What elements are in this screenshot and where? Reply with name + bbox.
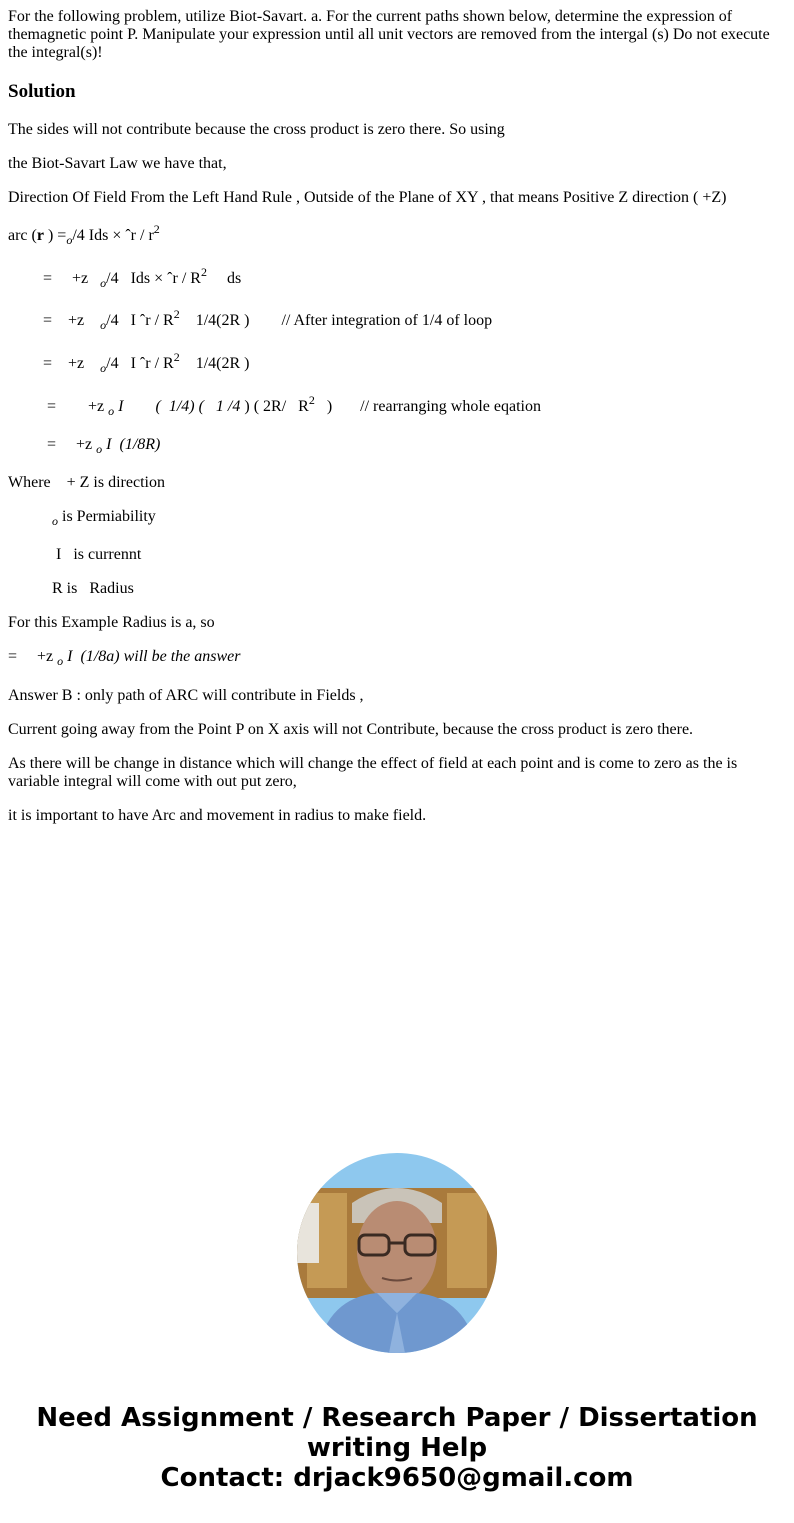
eq-text: /4 I ˆr / R (106, 355, 174, 372)
equation-arc (8, 221, 160, 248)
solution-heading: Solution (8, 81, 76, 102)
eq-text: = +z (43, 270, 101, 287)
eq-subscript: o (100, 318, 107, 333)
intro-line-2: the Biot-Savart Law we have that, (8, 155, 227, 172)
change-distance-paragraph: As there will be change in distance which will change the effect of field at each point and is come to zero as the is variable integral will come with out put zero, (8, 755, 738, 790)
equation-step-6 (47, 436, 161, 457)
final-answer-line (8, 648, 241, 669)
eq-text: = +z (43, 312, 101, 329)
radius-line: R is Radius (52, 580, 134, 597)
permeability-line (52, 508, 156, 529)
eq-text: = +z (8, 648, 58, 665)
intro-line-1: The sides will not contribute because the cross product is zero there. So using (8, 121, 505, 138)
eq-subscript: o (57, 654, 64, 669)
eq-italic: I ( 1/4) ( 1 /4 (114, 398, 245, 415)
problem-statement: For the following problem, utilize Biot-Savart. a. For the current paths shown below, determine the expression of themagnetic point P. Manipulate your expression until all unit vectors are removed from the intergal (s) Do not execute the integral(s)! (8, 8, 770, 61)
eq-superscript: 2 (153, 221, 160, 236)
eq-text: = +z (47, 398, 109, 415)
eq-text: /4 Ids × ˆr / R (106, 270, 201, 287)
answer-b-line: Answer B : only path of ARC will contribute in Fields , (8, 687, 364, 704)
permeability-text: is Permiability (58, 508, 156, 525)
current-away-line: Current going away from the Point P on X axis will not Contribute, because the cross product is zero there. (8, 721, 694, 738)
eq-text: ) = (43, 227, 67, 244)
footer-banner (0, 1403, 794, 1493)
equation-step-4 (43, 349, 250, 376)
footer-line-1: Need Assignment / Research Paper / Dissertation (36, 1403, 758, 1433)
eq-text: ) ( 2R/ R (244, 398, 309, 415)
eq-subscript: o (108, 404, 115, 419)
eq-superscript: 2 (173, 349, 180, 364)
eq-text: 1/4(2R ) (179, 355, 250, 372)
eq-italic: I (1/8R) (102, 436, 161, 453)
equation-step-5 (47, 392, 541, 419)
eq-subscript: o (100, 276, 107, 291)
equation-step-2 (43, 264, 242, 291)
eq-superscript: 2 (308, 392, 315, 407)
footer-line-2: writing Help (306, 1433, 488, 1463)
eq-text: ) // rearranging whole eqation (314, 398, 541, 415)
avatar-portrait (297, 1153, 497, 1353)
important-line: it is important to have Arc and movement in radius to make field. (8, 807, 427, 824)
eq-subscript: o (66, 233, 73, 248)
eq-vector-r: r (36, 227, 44, 244)
eq-text: arc ( (8, 227, 37, 244)
eq-text: 1/4(2R ) // After integration of 1/4 of loop (179, 312, 493, 329)
current-line: I is currennt (56, 546, 142, 563)
eq-italic: I (1/8a) will be the answer (63, 648, 241, 665)
direction-line: Direction Of Field From the Left Hand Rule , Outside of the Plane of XY , that means Positive Z direction ( +Z) (8, 189, 727, 206)
where-line: Where + Z is direction (8, 474, 165, 491)
eq-text: = +z (47, 436, 97, 453)
footer-contact: Contact: drjack9650@gmail.com (160, 1463, 634, 1493)
eq-superscript: 2 (173, 306, 180, 321)
author-avatar (297, 1153, 497, 1353)
eq-text: /4 I ˆr / R (106, 312, 174, 329)
example-line: For this Example Radius is a, so (8, 614, 215, 631)
eq-subscript: o (52, 514, 58, 529)
eq-subscript: o (100, 361, 107, 376)
eq-text: /4 Ids × ˆr / r (72, 227, 154, 244)
eq-text: ds (206, 270, 242, 287)
eq-text: = +z (43, 355, 101, 372)
equation-step-3 (43, 306, 493, 333)
eq-subscript: o (96, 442, 103, 457)
eq-superscript: 2 (200, 264, 207, 279)
